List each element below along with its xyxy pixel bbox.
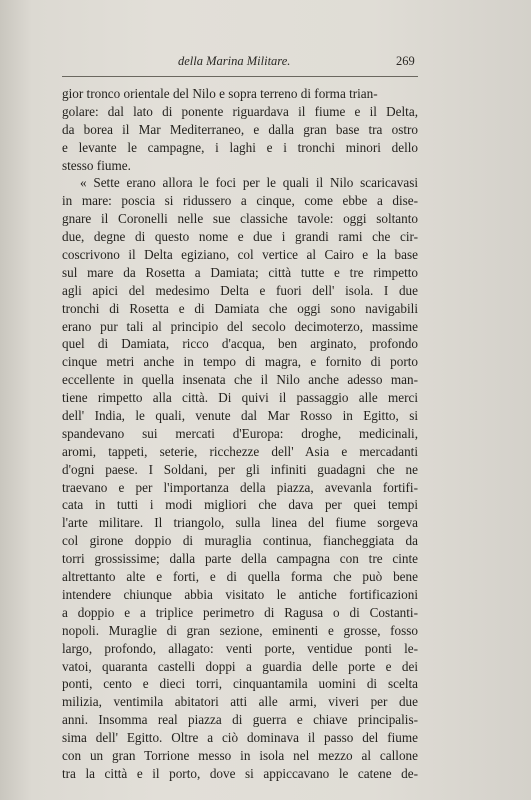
text-line: quel di Damiata, ricco d'acqua, ben arginato, profondo	[62, 336, 418, 352]
text-line: aromi, tappeti, seterie, ricchezze dell' Asia e mercadanti	[62, 443, 418, 459]
text-line: altrettanto alte e forti, e di quella forma che può bene	[62, 569, 418, 585]
text-line: tiene rimpetto alla città. Di quivi il passaggio alle merci	[62, 390, 418, 406]
text-line: sima dell' Egitto. Oltre a ciò dominava il passo del fiume	[62, 730, 418, 746]
text-line: l'arte militare. Il triangolo, sulla linea del fiume sorgeva	[62, 515, 418, 531]
text-line: golare: dal lato di ponente riguardava il fiume e il Delta,	[62, 103, 418, 119]
text-line: « Sette erano allora le foci per le quali il Nilo scaricavasi	[80, 175, 418, 191]
running-title: della Marina Militare.	[178, 54, 291, 68]
body-text	[62, 85, 418, 783]
text-line: vatoi, quaranta castelli doppi a guardia delle porte e dei	[62, 658, 418, 674]
text-line: sul mare da Rosetta a Damiata; città tutte e tre rimpetto	[62, 264, 418, 280]
header-rule	[62, 76, 418, 77]
text-line: milizia, ventimila abitatori atti alle armi, viveri per due	[62, 694, 418, 710]
text-line: d'ogni paese. I Soldani, per gli infiniti guadagni che ne	[62, 461, 418, 477]
page-header	[62, 54, 418, 74]
text-line: col girone doppio di muraglia continua, fiancheggiata da	[62, 533, 418, 549]
text-line: nopoli. Muraglie di gran sezione, eminenti e grosse, fosso	[62, 622, 418, 638]
text-line: tronchi di Rosetta e di Damiata che oggi sono navigabili	[62, 300, 418, 316]
text-line: ponti, cento e dieci torri, cinquantamila uomini di scelta	[62, 676, 418, 692]
text-line: dell' India, le quali, venute dal Mar Rosso in Egitto, si	[62, 408, 418, 424]
text-line: a doppio e a triplice perimetro di Ragusa o di Costanti-	[62, 604, 418, 620]
text-line: gnare il Coronelli nelle sue classiche tavole: oggi soltanto	[62, 211, 418, 227]
text-line: in mare: poscia si ridussero a cinque, come ebbe a dise-	[62, 193, 418, 209]
text-line: erano pur tali al principio del secolo decimoterzo, massime	[62, 318, 418, 334]
text-line: da borea il Mar Mediterraneo, e dalla gran base tra ostro	[62, 121, 418, 137]
text-line: largo, profondo, allagato: venti porte, ventidue ponti le-	[62, 640, 418, 656]
text-line: coscrivono il Delta egiziano, col vertice al Cairo e la base	[62, 247, 418, 263]
text-line: traevano e per l'importanza della piazza, avevanla fortifi-	[62, 479, 418, 495]
text-line: cinque metri anche in tempo di magra, e fornito di porto	[62, 354, 418, 370]
text-line: intendere chiunque abbia visitato le antiche fortificazioni	[62, 586, 418, 602]
text-line: agli apici del medesimo Delta e fuori dell' isola. I due	[62, 282, 418, 298]
text-line: e levante le campagne, i laghi e i tronchi minori dello	[62, 139, 418, 155]
text-line: torri grossissime; dalla parte della campagna con tre cinte	[62, 551, 418, 567]
text-line: spandevano sui mercati d'Europa: droghe, medicinali,	[62, 425, 418, 441]
text-line: due, degne di questo nome e due i grandi rami che cir-	[62, 229, 418, 245]
text-line: gior tronco orientale del Nilo e sopra terreno di forma trian-	[62, 86, 378, 101]
text-line: tra la città e il porto, dove si appiccavano le catene de-	[62, 765, 418, 781]
text-line: stesso fiume.	[62, 157, 131, 173]
text-line: anni. Insomma real piazza di guerra e chiave principalis-	[62, 712, 418, 728]
text-line: eccellente in quella insenata che il Nilo anche adesso man-	[62, 372, 418, 388]
text-line: con un gran Torrione messo in isola nel mezzo al callone	[62, 747, 418, 763]
page-number: 269	[396, 54, 415, 68]
text-line: cata in tutti i modi migliori che dava per quei tempi	[62, 497, 418, 513]
